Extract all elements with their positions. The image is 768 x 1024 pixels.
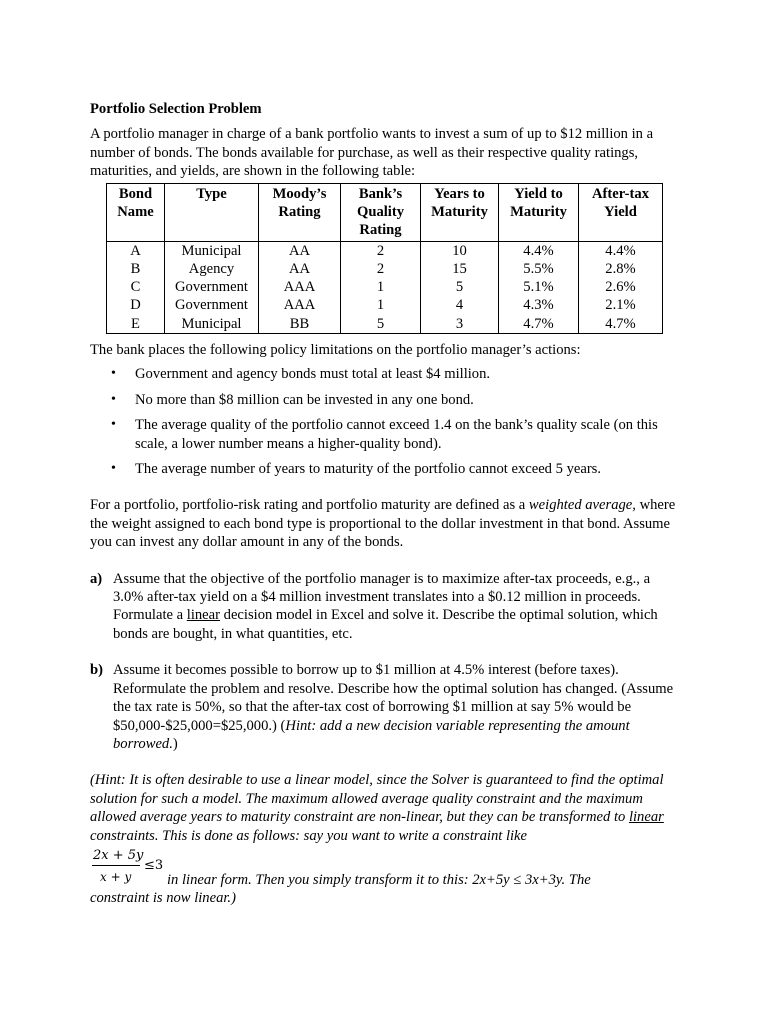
table-cell: 2.6% <box>579 278 663 296</box>
table-cell: Municipal <box>165 241 259 260</box>
general-hint-pre: (Hint: It is often desirable to use a linear model, since the Solver is guaranteed to find the optimal solution for such a model. The maximum allowed average quality constraint and the maximum allowed average years to maturity constraint are non-linear, but they can be transformed to <box>90 772 664 826</box>
table-cell: Government <box>165 296 259 314</box>
table-cell: Agency <box>165 260 259 278</box>
weighted-post: where the weight assigned to each bond type is proportional to the dollar investment in that bond. Assume you can invest any dollar amount in any of the bonds. <box>90 497 676 551</box>
table-header-cell <box>421 183 499 241</box>
table-cell: 4.7% <box>499 315 579 334</box>
table-cell: AA <box>259 241 341 260</box>
policy-intro: The bank places the following policy limitations on the portfolio manager’s actions: <box>90 342 581 358</box>
question-b-post: ) <box>172 735 178 752</box>
table-cell: 15 <box>421 260 499 278</box>
table-header-line: After-tax <box>592 185 649 202</box>
list-item <box>90 460 684 478</box>
table-row <box>107 260 663 278</box>
table-header-line: Yield to <box>514 185 563 202</box>
table-cell: 3 <box>421 315 499 334</box>
list-item <box>90 365 684 383</box>
table-header-line: Name <box>117 203 154 220</box>
question-b <box>90 661 684 753</box>
table-cell: 5.5% <box>499 260 579 278</box>
table-row <box>107 315 663 334</box>
table-cell: AA <box>259 260 341 278</box>
list-item <box>90 416 684 453</box>
bullet-icon: • <box>111 391 116 407</box>
question-b-hint: Hint: add a new decision variable representing the amount borrowed. <box>113 717 630 752</box>
table-cell: 5 <box>421 278 499 296</box>
policy-list <box>90 365 684 478</box>
table-cell: 4 <box>421 296 499 314</box>
table-header-line: Maturity <box>510 203 567 220</box>
table-header-cell <box>499 183 579 241</box>
table-cell: 4.4% <box>579 241 663 260</box>
table-cell: 4.4% <box>499 241 579 260</box>
question-a-pre: Assume that the objective of the portfolio manager is to maximize after-tax proceeds, e.g., a 3.0% after-tax yield on a $4 million investment translates into a $0.12 million in proceeds. Formulate a <box>113 570 651 624</box>
table-header-line: Quality <box>356 203 405 220</box>
bullet-icon: • <box>111 366 116 382</box>
question-a-post: decision model in Excel and solve it. Describe the optimal solution, which bonds are bought, in what quantities, etc. <box>113 607 658 642</box>
table-row <box>107 296 663 314</box>
question-a-underlined: linear <box>186 607 220 624</box>
table-cell: 4.7% <box>579 315 663 334</box>
document-content <box>90 100 684 907</box>
table-header-line: Type <box>196 185 227 202</box>
list-item-text: Government and agency bonds must total at least $4 million. <box>135 366 491 383</box>
table-cell: D <box>107 296 165 314</box>
table-cell: A <box>107 241 165 260</box>
table-cell: 2.8% <box>579 260 663 278</box>
table-header-cell <box>107 183 165 241</box>
list-item-text: The average number of years to maturity of the portfolio cannot exceed 5 years. <box>135 461 602 478</box>
table-cell: BB <box>259 315 341 334</box>
table-cell: 2 <box>341 260 421 278</box>
list-item <box>90 391 684 409</box>
table-row <box>107 241 663 260</box>
table-cell: 4.3% <box>499 296 579 314</box>
question-a-label: a) <box>90 570 103 587</box>
table-cell: Municipal <box>165 315 259 334</box>
table-header-line: Rating <box>278 203 321 220</box>
question-a <box>90 570 684 644</box>
list-item-text: No more than $8 million can be invested in any one bond. <box>135 391 474 408</box>
weighted-emphasis: weighted average, <box>528 497 636 514</box>
table-header-cell <box>259 183 341 241</box>
general-hint-post: constraints. This is done as follows: say you want to write a constraint like <box>90 827 528 844</box>
table-row <box>107 278 663 296</box>
table-header-line: Rating <box>359 222 402 239</box>
bonds-table <box>106 183 663 334</box>
table-header-line: Moody’s <box>272 185 327 202</box>
fraction-row <box>90 845 684 889</box>
table-header-cell <box>165 183 259 241</box>
table-cell: 1 <box>341 278 421 296</box>
list-item-text: The average quality of the portfolio cannot exceed 1.4 on the bank’s quality scale (on this scale, a lower number means a higher-quality bond). <box>135 417 658 452</box>
general-hint-closing: constraint is now linear.) <box>90 889 236 906</box>
weighted-pre: For a portfolio, portfolio-risk rating and portfolio maturity are defined as a <box>90 497 529 514</box>
table-cell: 5 <box>341 315 421 334</box>
table-cell: 5.1% <box>499 278 579 296</box>
weighted-average-paragraph <box>90 496 684 551</box>
table-cell: 1 <box>341 296 421 314</box>
table-cell: AAA <box>259 278 341 296</box>
fraction-numerator: 2x + 5y <box>93 847 144 863</box>
fraction-denominator: x + y <box>100 869 132 884</box>
table-cell: E <box>107 315 165 334</box>
table-header-line: Years to <box>434 185 485 202</box>
after-fraction-text: in linear form. Then you simply transform it to this: 2x+5y ≤ 3x+3y. The <box>167 871 591 888</box>
table-cell: B <box>107 260 165 278</box>
bullet-icon: • <box>111 417 116 433</box>
table-cell: 2 <box>341 241 421 260</box>
fraction-relation: ≤3 <box>144 857 164 873</box>
general-hint-underlined: linear <box>628 809 664 826</box>
table-body <box>107 241 663 333</box>
page-title: Portfolio Selection Problem <box>90 101 262 117</box>
bullet-icon: • <box>111 461 116 477</box>
fraction-formula <box>90 845 164 885</box>
table-cell: 2.1% <box>579 296 663 314</box>
question-b-pre: Assume it becomes possible to borrow up to $1 million at 4.5% interest (before taxes). Reformulate the problem and resolve. Describe how the optimal solution has changed. (Assume the tax rate is 50%, so that the after-tax cost of borrowing $1 million at say 5% would be $50,000-$25,000=$25,000.) ( <box>113 662 674 734</box>
table-header-cell <box>579 183 663 241</box>
table-header-cell <box>341 183 421 241</box>
general-hint <box>90 771 684 907</box>
table-header-line: Bank’s <box>358 185 403 202</box>
table-cell: 10 <box>421 241 499 260</box>
table-cell: AAA <box>259 296 341 314</box>
table-cell: Government <box>165 278 259 296</box>
table-header-line: Bond <box>118 185 153 202</box>
intro-paragraph: A portfolio manager in charge of a bank portfolio wants to invest a sum of up to $12 million in a number of bonds. The bonds available for purchase, as well as their respective quality ratings, maturities, and yields, are shown in the following table: <box>90 126 654 180</box>
table-cell: C <box>107 278 165 296</box>
question-b-label: b) <box>90 662 103 679</box>
table-header-line: Yield <box>604 203 637 220</box>
table-header-row <box>107 183 663 241</box>
fraction-bar <box>92 865 140 866</box>
table-header-line: Maturity <box>431 203 488 220</box>
